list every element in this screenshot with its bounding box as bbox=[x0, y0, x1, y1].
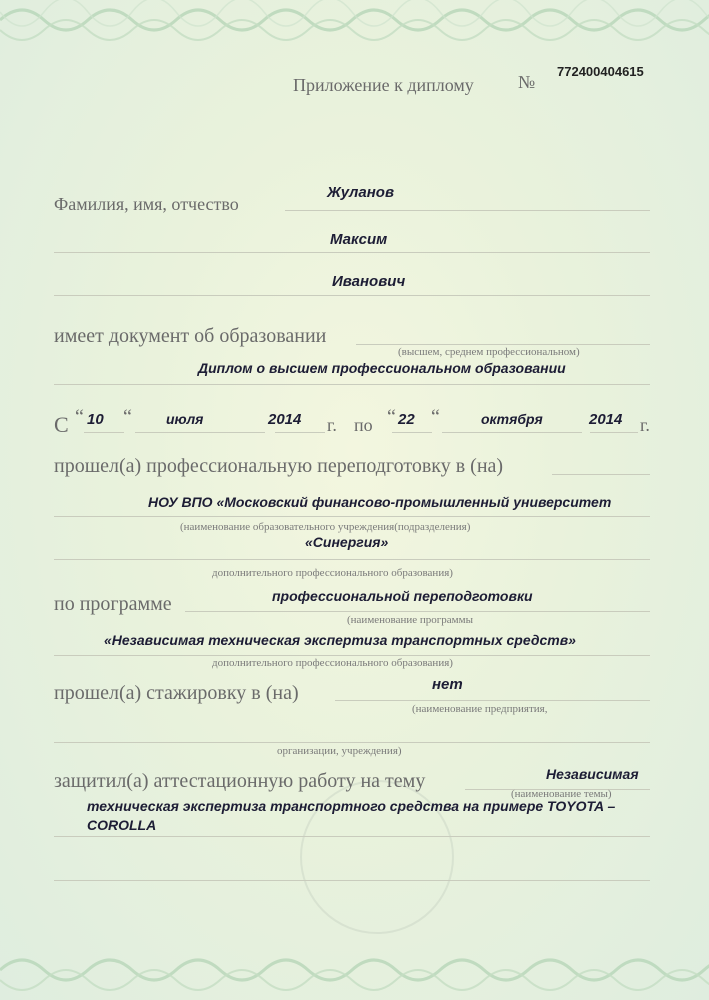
education-value: Диплом о высшем профессиональном образовании bbox=[198, 360, 566, 376]
thesis-value-3: COROLLA bbox=[87, 817, 157, 833]
internship-label: прошел(а) стажировку в (на) bbox=[54, 682, 299, 704]
institution-caption: (наименование образовательного учреждения(подразделения) bbox=[180, 521, 471, 533]
from-day: 10 bbox=[87, 411, 104, 428]
from-year: 2014 bbox=[268, 411, 302, 428]
thesis-value-2: техническая экспертиза транспортного средства на примере TOYOTA – bbox=[87, 798, 616, 814]
institution-caption-2: дополнительного профессионального образования) bbox=[212, 567, 453, 579]
name-value: Максим bbox=[330, 231, 388, 248]
thesis-line-2 bbox=[54, 836, 650, 837]
to-day-line bbox=[392, 432, 432, 433]
program-label: по программе bbox=[54, 593, 172, 615]
diploma-number: 772400404615 bbox=[557, 64, 644, 79]
to-quote-close: “ bbox=[431, 406, 440, 428]
name-line bbox=[54, 252, 650, 253]
to-year: 2014 bbox=[589, 411, 623, 428]
education-line bbox=[356, 344, 650, 345]
program-type: профессиональной переподготовки bbox=[272, 588, 533, 604]
guilloche-border-bottom bbox=[0, 940, 709, 1000]
program-name: «Независимая техническая экспертиза транспортных средств» bbox=[104, 632, 576, 648]
from-year-suffix: г. bbox=[327, 415, 337, 435]
patronymic-value: Иванович bbox=[332, 273, 406, 290]
from-quote-open: “ bbox=[75, 406, 84, 428]
internship-line bbox=[335, 700, 650, 701]
program-type-line bbox=[185, 611, 650, 612]
fio-label: Фамилия, имя, отчество bbox=[54, 194, 239, 214]
to-day: 22 bbox=[398, 411, 415, 428]
program-name-line bbox=[54, 655, 650, 656]
thesis-label: защитил(а) аттестационную работу на тему bbox=[54, 770, 426, 792]
thesis-line-3 bbox=[54, 880, 650, 881]
to-year-suffix: г. bbox=[640, 415, 650, 435]
patronymic-line bbox=[54, 295, 650, 296]
thesis-value-1: Независимая bbox=[546, 766, 639, 782]
retraining-label-line bbox=[552, 474, 650, 475]
surname-value: Жуланов bbox=[327, 184, 395, 201]
institution-line-1: НОУ ВПО «Московский финансово-промышленный университет bbox=[148, 494, 612, 510]
from-day-line bbox=[84, 432, 124, 433]
retraining-label: прошел(а) профессиональную переподготовку в (на) bbox=[54, 455, 504, 477]
education-caption: (высшем, среднем профессиональном) bbox=[398, 346, 580, 358]
to-month-line bbox=[442, 432, 582, 433]
internship-value: нет bbox=[432, 676, 463, 693]
from-quote-close: “ bbox=[123, 406, 132, 428]
program-caption: (наименование программы bbox=[347, 614, 473, 626]
internship-line-2 bbox=[54, 742, 650, 743]
surname-line bbox=[285, 210, 650, 211]
institution-line-2: «Синергия» bbox=[305, 534, 389, 550]
thesis-caption: (наименование темы) bbox=[511, 788, 612, 800]
from-month-line bbox=[135, 432, 265, 433]
institution-line-2-rule bbox=[54, 559, 650, 560]
education-value-line bbox=[54, 384, 650, 385]
number-sign: № bbox=[518, 72, 536, 92]
internship-caption-2: организации, учреждения) bbox=[277, 745, 402, 757]
from-month: июля bbox=[166, 411, 204, 427]
from-year-line bbox=[275, 432, 325, 433]
to-month: октября bbox=[481, 411, 543, 427]
internship-caption: (наименование предприятия, bbox=[412, 703, 548, 715]
guilloche-border-top bbox=[0, 0, 709, 60]
period-to-prefix: по bbox=[354, 415, 373, 435]
to-quote-open: “ bbox=[387, 406, 396, 428]
education-label: имеет документ об образовании bbox=[54, 325, 327, 347]
to-year-line bbox=[590, 432, 638, 433]
period-from-prefix: С bbox=[54, 412, 69, 437]
header-title: Приложение к диплому bbox=[293, 75, 474, 95]
institution-line-1-rule bbox=[54, 516, 650, 517]
program-caption-2: дополнительного профессионального образования) bbox=[212, 657, 453, 669]
